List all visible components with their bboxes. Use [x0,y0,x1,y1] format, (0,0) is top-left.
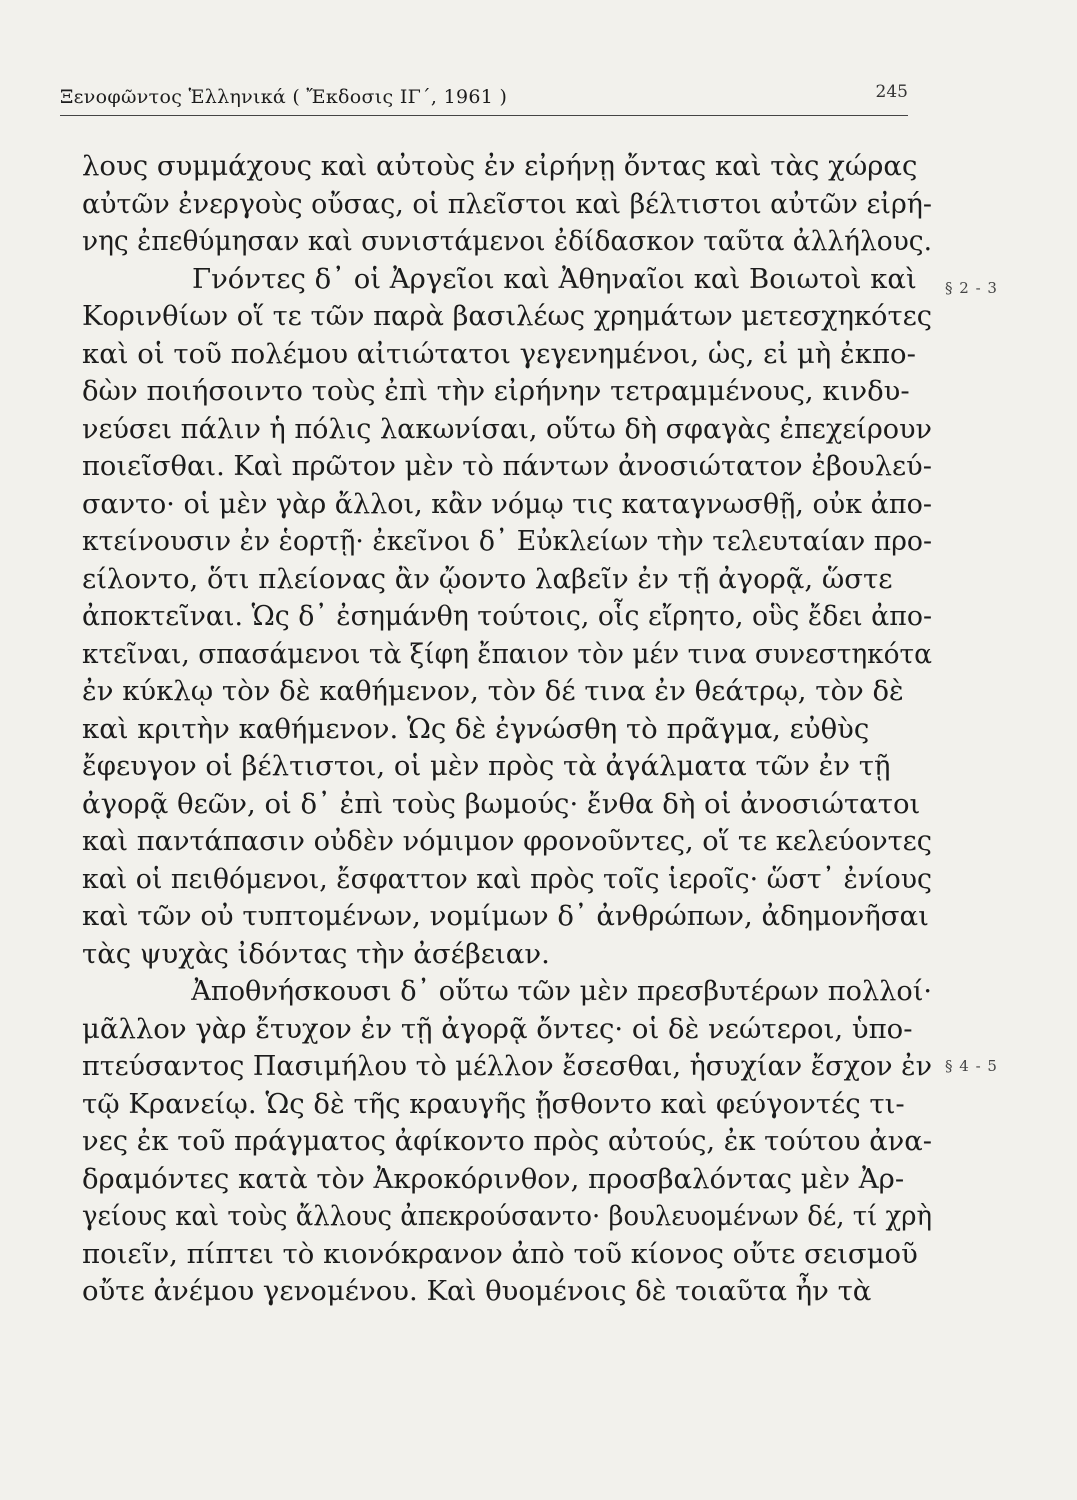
body-text [82,148,932,1311]
header-rule [60,115,908,116]
text-line: Κορινθίων οἵ τε τῶν παρὰ βασιλέως χρημάτων μετεσχηκότες [82,300,932,332]
text-line: καὶ παντάπασιν οὐδὲν νόμιμον φρονοῦντες, οἵ τε κελεύοντες [82,825,932,857]
running-header [60,82,908,116]
text-line: δραμόντες κατὰ τὸν Ἀκροκόρινθον, προσβαλόντας μὲν Ἀρ- [82,1162,905,1195]
text-line: σαντο· οἱ μὲν γὰρ ἄλλοι, κἂν νόμῳ τις καταγνωσθῇ, οὐκ ἀπο- [82,487,932,520]
text-line: λους συμμάχους καὶ αὐτοὺς ἐν εἰρήνῃ ὄντας καὶ τὰς χώρας [82,150,918,182]
text-line: ἐν κύκλῳ τὸν δὲ καθήμενον, τὸν δέ τινα ἐν θεάτρῳ, τὸν δὲ [82,675,904,707]
text-line: νης ἐπεθύμησαν καὶ συνιστάμενοι ἐδίδασκον ταῦτα ἀλλήλους. [82,225,932,257]
text-line: πτεύσαντος Πασιμήλου τὸ μέλλον ἔσεσθαι, ἡσυχίαν ἔσχον ἐν [82,1050,932,1082]
text-line: ποιεῖν, πίπτει τὸ κιονόκρανον ἀπὸ τοῦ κίονος οὔτε σεισμοῦ [82,1237,918,1270]
text-line: ἀποκτεῖναι. Ὡς δ᾽ ἐσημάνθη τούτοις, οἷς εἴρητο, οὓς ἔδει ἀπο- [82,600,932,632]
text-line: δὼν ποιήσοιντο τοὺς ἐπὶ τὴν εἰρήνην τετραμμένους, κινδυ- [82,375,910,407]
text-line: μᾶλλον γὰρ ἔτυχον ἐν τῇ ἀγορᾷ ὄντες· οἱ δὲ νεώτεροι, ὑπο- [82,1012,913,1045]
text-line: καὶ οἱ τοῦ πολέμου αἰτιώτατοι γεγενημένοι, ὡς, εἰ μὴ ἐκπο- [82,337,916,370]
header-title: Ξενοφῶντος Ἑλληνικά ( Ἔκδοσις ΙΓ΄, 1961 ) [60,86,508,108]
text-line: είλοντο, ὅτι πλείονας ἂν ᾤοντο λαβεῖν ἐν τῇ ἀγορᾷ, ὥστε [82,562,893,595]
text-line: τῷ Κρανείῳ. Ὡς δὲ τῆς κραυγῆς ᾔσθοντο καὶ φεύγοντές τι- [82,1087,905,1120]
margin-section-note: § 4 - 5 [945,1057,998,1075]
text-line: ἔφευγον οἱ βέλτιστοι, οἱ μὲν πρὸς τὰ ἀγάλματα τῶν ἐν τῇ [82,750,891,782]
margin-section-note: § 2 - 3 [945,279,998,297]
text-line: καὶ οἱ πειθόμενοι, ἔσφαττον καὶ πρὸς τοῖς ἱεροῖς· ὥστ᾽ ἐνίους [82,862,932,895]
text-line: τὰς ψυχὰς ἰδόντας τὴν ἀσέβειαν. [82,937,550,970]
page-number: 245 [875,82,908,102]
text-line: Ἀποθνήσκουσι δ᾽ οὕτω τῶν μὲν πρεσβυτέρων πολλοί· [191,975,932,1007]
text-line: νεύσει πάλιν ἡ πόλις λακωνίσαι, οὕτω δὴ σφαγὰς ἐπεχείρουν [82,412,932,445]
text-line: ἀγορᾷ θεῶν, οἱ δ᾽ ἐπὶ τοὺς βωμούς· ἔνθα δὴ οἱ ἀνοσιώτατοι [82,787,921,820]
text-line: ποιεῖσθαι. Καὶ πρῶτον μὲν τὸ πάντων ἀνοσιώτατον ἐβουλεύ- [82,450,932,482]
text-line: αὐτῶν ἐνεργοὺς οὔσας, οἱ πλεῖστοι καὶ βέλτιστοι αὐτῶν εἰρή- [82,187,932,220]
text-line: καὶ κριτὴν καθήμενον. Ὡς δὲ ἐγνώσθη τὸ πρᾶγμα, εὐθὺς [82,712,870,745]
text-line: κτείνουσιν ἐν ἑορτῇ· ἐκεῖνοι δ᾽ Εὐκλείων τὴν τελευταίαν προ- [82,525,932,557]
text-line: καὶ τῶν οὐ τυπτομένων, νομίμων δ᾽ ἀνθρώπων, ἀδημονῆσαι [82,900,929,932]
text-line: γείους καὶ τοὺς ἄλλους ἀπεκρούσαντο· βουλευομένων δέ, τί χρὴ [82,1200,932,1232]
text-line: κτεῖναι, σπασάμενοι τὰ ξίφη ἔπαιον τὸν μέν τινα συνεστηκότα [82,637,932,670]
text-line: νες ἐκ τοῦ πράγματος ἀφίκοντο πρὸς αὐτούς, ἐκ τούτου ἀνα- [82,1125,932,1157]
text-line: οὔτε ἀνέμου γενομένου. Καὶ θυομένοις δὲ τοιαῦτα ἦν τὰ [82,1275,872,1307]
text-line: Γνόντες δ᾽ οἱ Ἀργεῖοι καὶ Ἀθηναῖοι καὶ Βοιωτοὶ καὶ [192,262,917,295]
